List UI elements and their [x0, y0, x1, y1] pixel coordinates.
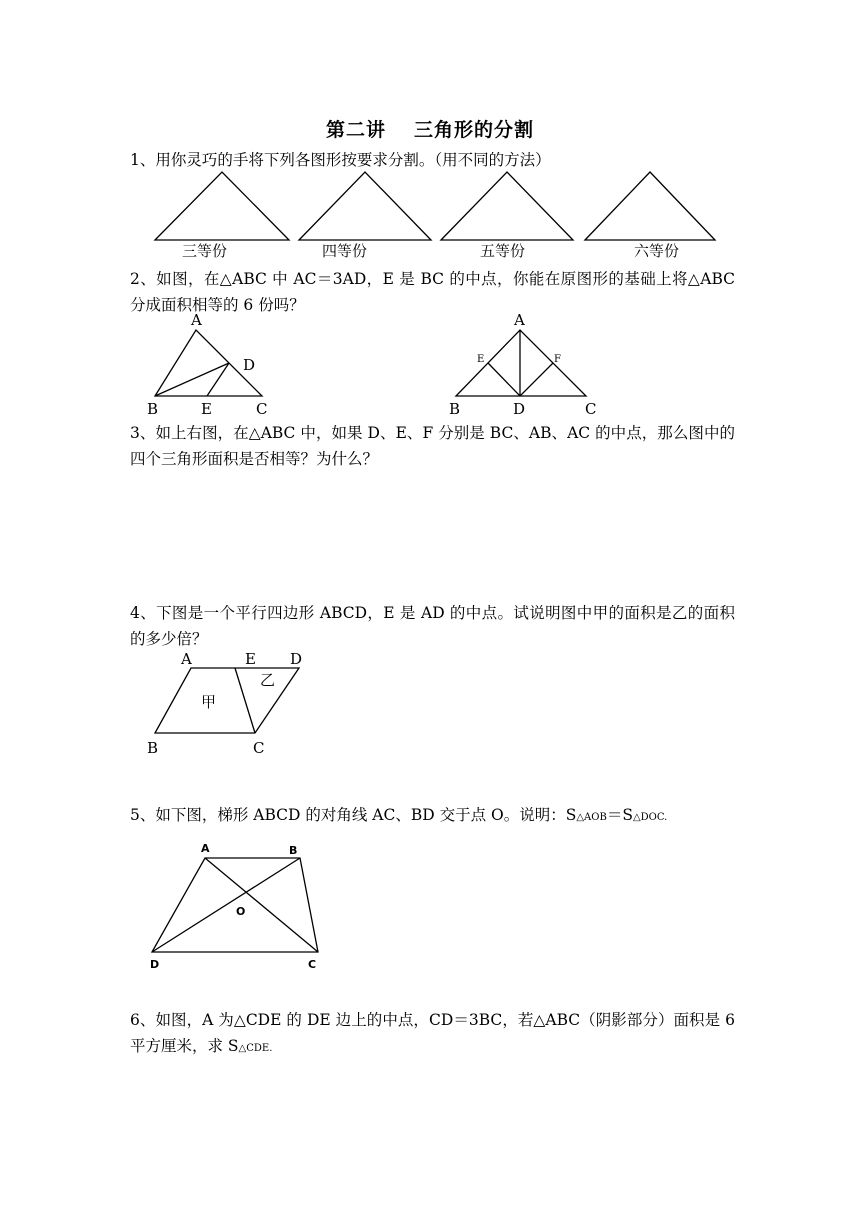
q1-label-three-parts: 三等份 — [182, 242, 228, 260]
question-1-text: 1、用你灵巧的手将下列各图形按要求分割。（用不同的方法） — [130, 151, 551, 169]
q2-left-segment-ed — [207, 363, 229, 396]
q5-subscript-doc: △DOC. — [632, 812, 668, 823]
q5-label-d: D — [150, 958, 160, 971]
q2-left-segment-bd — [155, 363, 229, 396]
q2-left-label-d: D — [243, 356, 256, 374]
q2-right-triangle — [456, 330, 586, 396]
q4-label-b: B — [147, 739, 159, 757]
question-5-text — [130, 802, 735, 831]
q4-label-e: E — [245, 650, 256, 668]
q2-left-label-c: C — [256, 400, 268, 418]
q1-triangle-4 — [585, 172, 715, 240]
q2-right-segment-de — [488, 363, 520, 396]
question-2-text: 2、如图，在△ABC 中 AC＝3AD，E 是 BC 的中点，你能在原图形的基础上将△ABC 分成面积相等的 6 份吗？ — [130, 270, 735, 314]
q5-label-a: A — [201, 842, 210, 855]
title-topic: 三角形的分割 — [414, 119, 535, 141]
question-4-text: 4、下图是一个平行四边形 ABCD，E 是 AD 的中点。试说明图中甲的面积是乙的面积的多少倍？ — [130, 604, 735, 648]
q4-label-a: A — [181, 650, 192, 668]
q4-segment-ec — [235, 668, 255, 733]
title-lecture: 第二讲 — [325, 119, 386, 141]
q2-right-label-c: C — [585, 400, 597, 418]
q6-text-main: 6、如图，A 为△CDE 的 DE 边上的中点，CD＝3BC，若△ABC（阴影部分）面积是 6 平方厘米，求 S — [130, 1011, 735, 1055]
q2-right-label-e: E — [477, 354, 485, 365]
q5-text-main: 5、如下图，梯形 ABCD 的对角线 AC、BD 交于点 O。说明：S — [130, 806, 577, 824]
q5-trapezoid — [152, 858, 318, 952]
q5-label-o: O — [236, 905, 246, 918]
q4-label-c: C — [253, 739, 265, 757]
q4-label-jia: 甲 — [201, 693, 217, 711]
q5-label-b: B — [289, 844, 298, 857]
q1-label-six-parts: 六等份 — [634, 242, 680, 260]
question-3-text: 3、如上右图，在△ABC 中，如果 D、E、F 分别是 BC、AB、AC 的中点，那么图中的四个三角形面积是否相等？为什么？ — [130, 424, 735, 468]
q5-subscript-aob: △AOB — [576, 812, 607, 823]
q2-right-label-b: B — [449, 400, 461, 418]
q2-left-label-b: B — [147, 400, 159, 418]
q5-text-eq: ＝S — [606, 806, 633, 824]
q2-left-label-a: A — [191, 311, 202, 329]
question-6-text — [130, 1007, 735, 1062]
q2-right-label-f: F — [554, 354, 561, 365]
q2-right-segment-df — [520, 363, 553, 396]
q1-triangle-2 — [299, 172, 431, 240]
q4-label-d: D — [290, 650, 303, 668]
page-title — [0, 115, 860, 142]
q5-label-c: C — [308, 958, 317, 971]
q5-diagonal-ac — [205, 858, 318, 952]
q1-triangle-1 — [155, 172, 289, 240]
q1-label-five-parts: 五等份 — [480, 242, 526, 260]
q6-subscript-cde: △CDE. — [238, 1043, 273, 1054]
q4-parallelogram — [155, 668, 299, 733]
q4-label-yi: 乙 — [260, 671, 276, 689]
q5-diagonal-bd — [152, 858, 300, 952]
q2-left-label-e: E — [201, 400, 212, 418]
q1-label-four-parts: 四等份 — [322, 242, 368, 260]
q1-triangle-3 — [441, 172, 573, 240]
q2-right-label-a: A — [514, 311, 525, 329]
q2-right-label-d: D — [513, 400, 526, 418]
